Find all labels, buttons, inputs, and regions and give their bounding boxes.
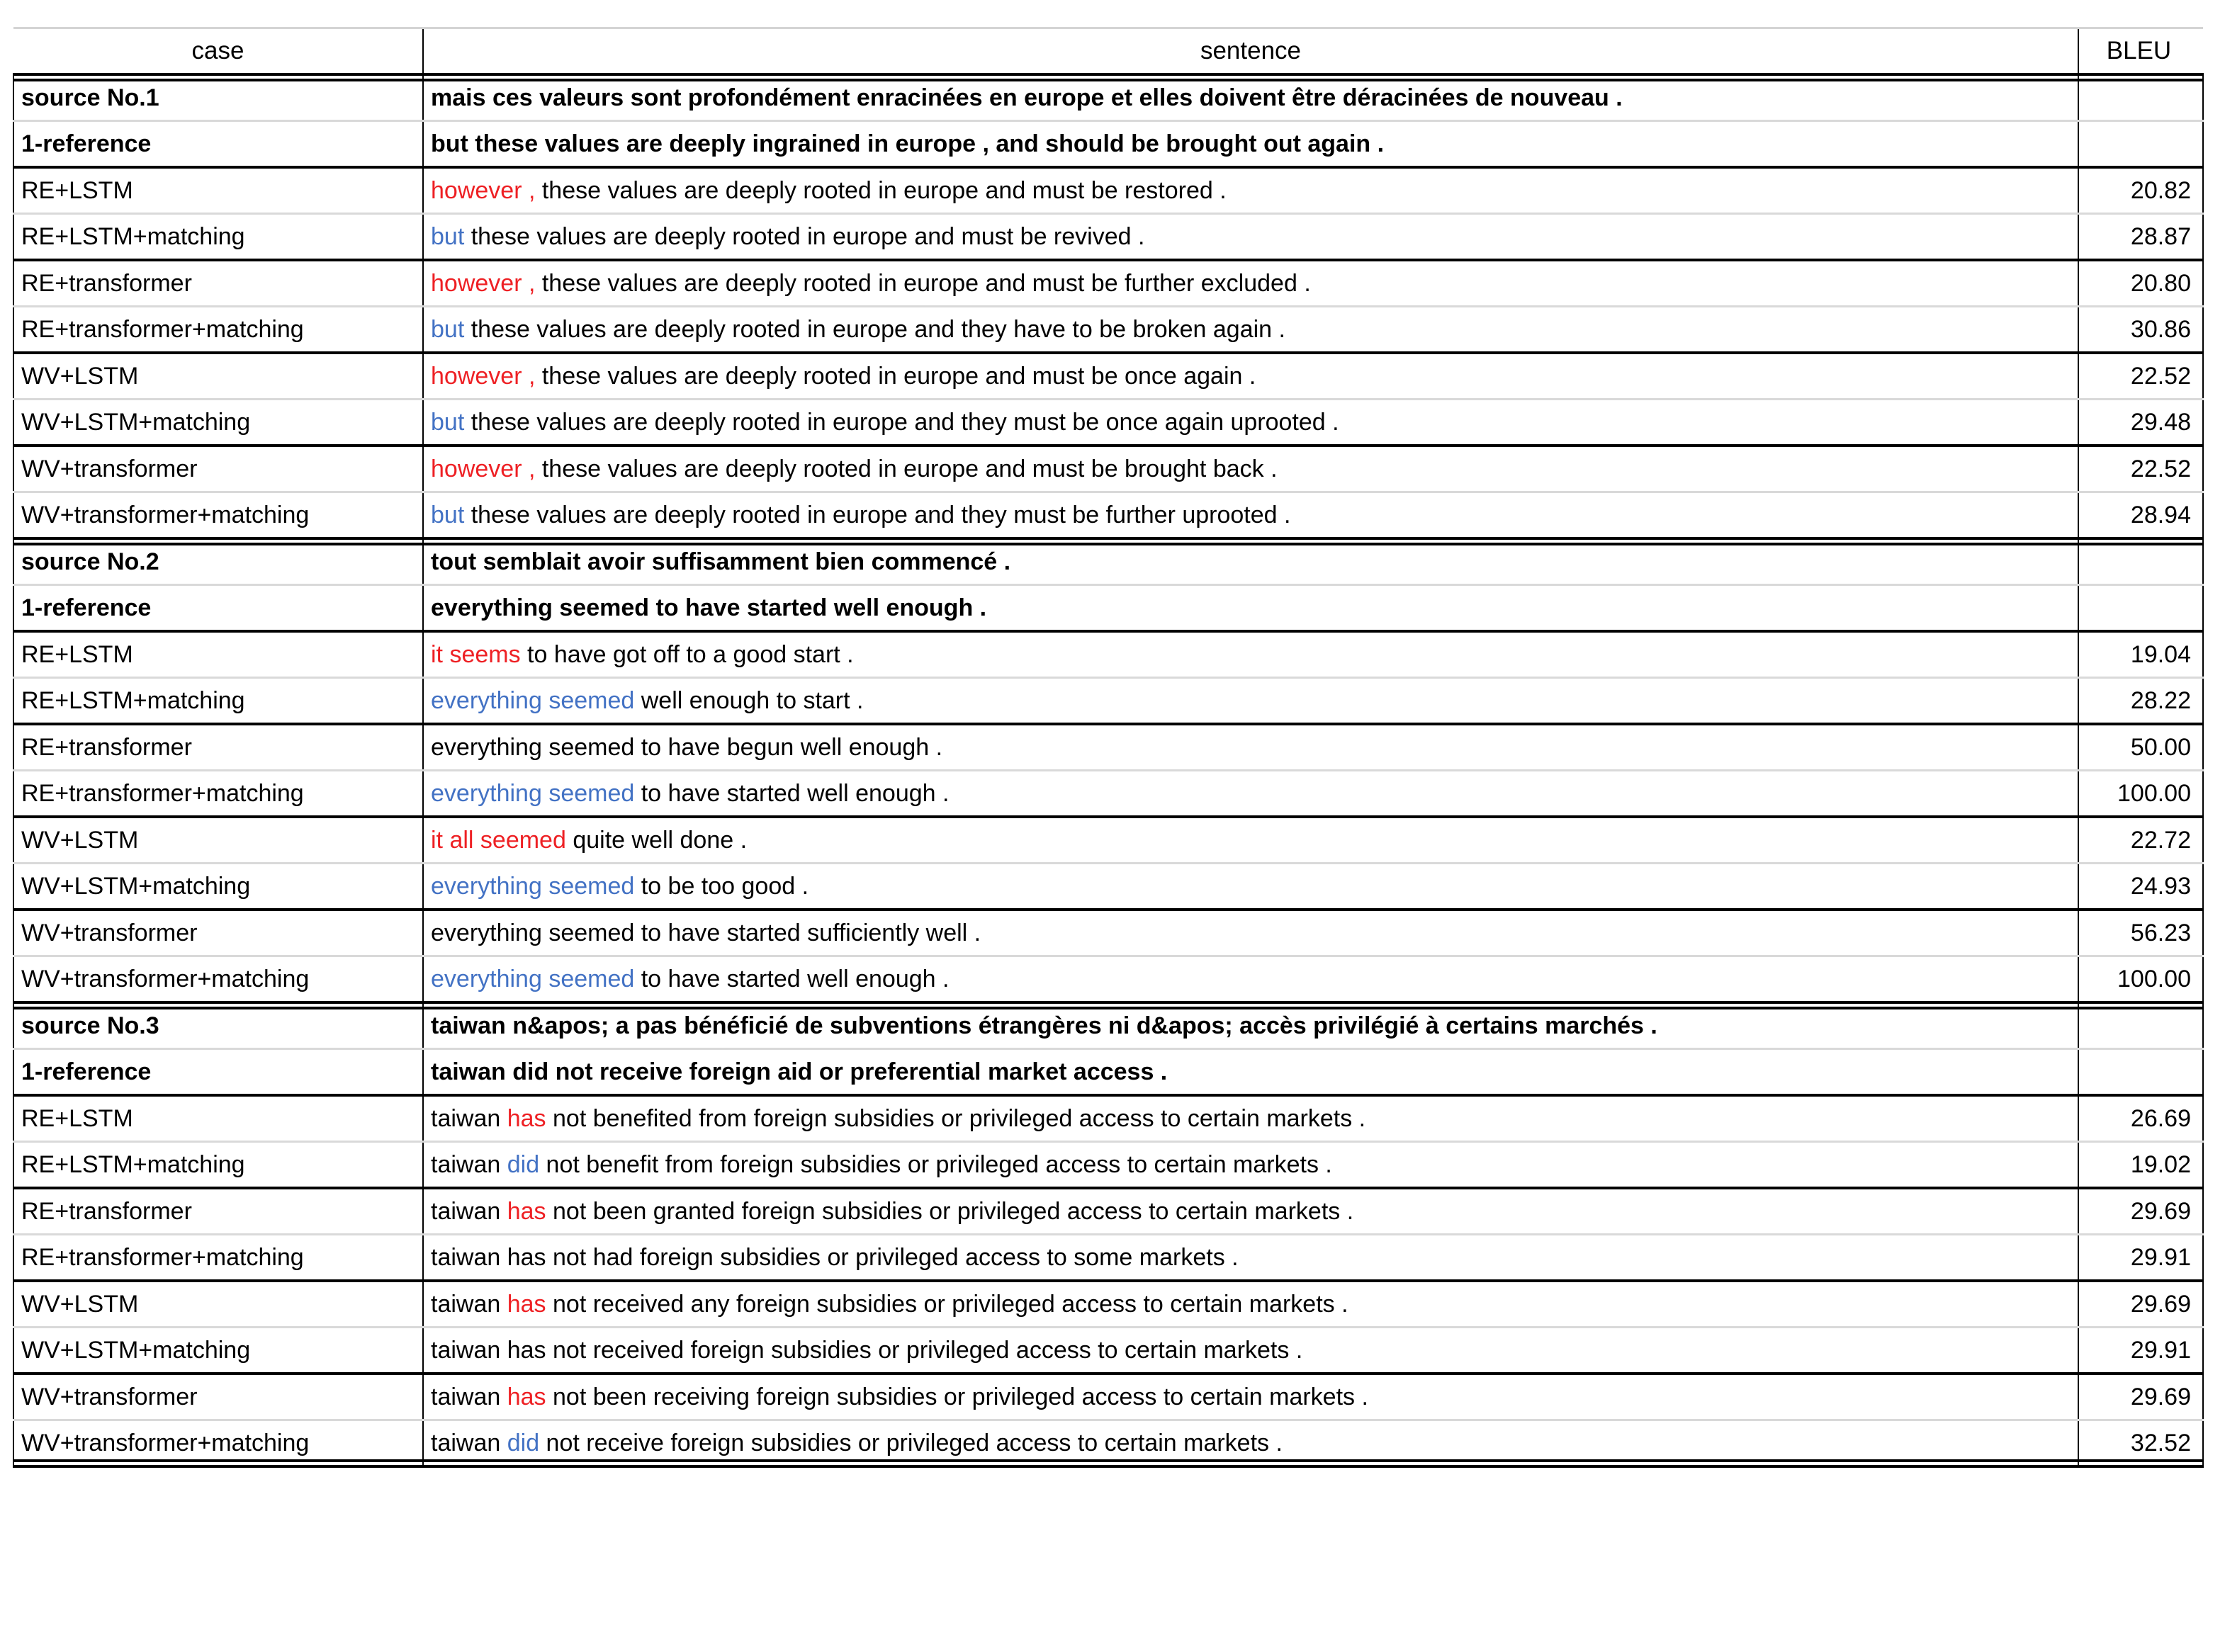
row-bleu-score: 19.04 — [2078, 631, 2203, 678]
sentence-rest: everything seemed to have begun well enough . — [431, 734, 943, 761]
highlighted-phrase: it seems — [431, 641, 521, 668]
row-bleu-score: 32.52 — [2078, 1420, 2203, 1467]
highlighted-phrase: but — [431, 316, 465, 343]
source-bleu-empty — [2078, 538, 2203, 585]
source-sentence: tout semblait avoir suffisamment bien commencé . — [423, 538, 2078, 585]
row-sentence — [423, 400, 2078, 446]
highlighted-phrase: has — [507, 1384, 546, 1410]
row-case-label: RE+transformer — [13, 260, 423, 307]
table-row — [13, 910, 2203, 956]
reference-label: 1-reference — [13, 585, 423, 632]
table-row — [13, 1235, 2203, 1282]
row-sentence — [423, 1420, 2078, 1467]
row-case-label: RE+transformer — [13, 724, 423, 771]
table-row — [13, 446, 2203, 492]
row-case-label: WV+transformer+matching — [13, 492, 423, 539]
table-row — [13, 1281, 2203, 1328]
row-bleu-score: 29.48 — [2078, 400, 2203, 446]
row-bleu-score: 29.91 — [2078, 1235, 2203, 1282]
table-row — [13, 260, 2203, 307]
highlighted-phrase: has — [507, 1105, 546, 1132]
row-case-label: RE+transformer+matching — [13, 1235, 423, 1282]
sentence-prefix: taiwan — [431, 1105, 507, 1132]
sentence-rest: to have started well enough . — [634, 780, 950, 807]
row-bleu-score: 24.93 — [2078, 864, 2203, 910]
row-case-label: WV+transformer+matching — [13, 1420, 423, 1467]
row-bleu-score: 22.52 — [2078, 353, 2203, 400]
row-bleu-score: 29.69 — [2078, 1188, 2203, 1235]
row-sentence — [423, 214, 2078, 261]
row-case-label: WV+LSTM+matching — [13, 864, 423, 910]
sentence-rest: these values are deeply rooted in europe and they have to be broken again . — [464, 316, 1285, 343]
table-row — [13, 214, 2203, 261]
highlighted-phrase: however , — [431, 270, 536, 297]
sentence-rest: to be too good . — [634, 873, 809, 900]
row-sentence — [423, 864, 2078, 910]
highlighted-phrase: but — [431, 223, 465, 250]
highlighted-phrase: everything seemed — [431, 873, 635, 900]
row-sentence — [423, 353, 2078, 400]
table-row — [13, 492, 2203, 539]
row-case-label: WV+transformer — [13, 446, 423, 492]
reference-row — [13, 1049, 2203, 1096]
row-sentence — [423, 446, 2078, 492]
row-sentence — [423, 817, 2078, 864]
row-sentence — [423, 724, 2078, 771]
row-sentence — [423, 678, 2078, 725]
reference-bleu-empty — [2078, 585, 2203, 632]
row-bleu-score: 29.69 — [2078, 1374, 2203, 1420]
row-bleu-score: 50.00 — [2078, 724, 2203, 771]
row-case-label: WV+transformer — [13, 910, 423, 956]
table-body — [13, 74, 2203, 1466]
table-row — [13, 1374, 2203, 1420]
sentence-rest: not been receiving foreign subsidies or privileged access to certain markets . — [546, 1384, 1368, 1410]
row-bleu-score: 28.22 — [2078, 678, 2203, 725]
table-row — [13, 167, 2203, 214]
row-sentence — [423, 1328, 2078, 1374]
highlighted-phrase: however , — [431, 456, 536, 482]
source-bleu-empty — [2078, 74, 2203, 121]
table-row — [13, 678, 2203, 725]
row-sentence — [423, 492, 2078, 539]
row-sentence — [423, 631, 2078, 678]
sentence-rest: these values are deeply rooted in europe and must be restored . — [535, 177, 1227, 204]
row-case-label: WV+LSTM — [13, 353, 423, 400]
row-bleu-score: 19.02 — [2078, 1142, 2203, 1189]
row-case-label: RE+transformer+matching — [13, 771, 423, 817]
sentence-rest: these values are deeply rooted in europe and they must be further uprooted . — [464, 502, 1291, 528]
row-sentence — [423, 307, 2078, 353]
row-sentence — [423, 260, 2078, 307]
row-case-label: WV+transformer — [13, 1374, 423, 1420]
row-case-label: RE+LSTM — [13, 167, 423, 214]
highlighted-phrase: did — [507, 1430, 540, 1456]
row-sentence — [423, 167, 2078, 214]
table-row — [13, 956, 2203, 1003]
reference-bleu-empty — [2078, 121, 2203, 168]
column-header-case: case — [13, 28, 423, 75]
highlighted-phrase: everything seemed — [431, 687, 635, 714]
row-bleu-score: 22.72 — [2078, 817, 2203, 864]
row-bleu-score: 100.00 — [2078, 771, 2203, 817]
highlighted-phrase: everything seemed — [431, 780, 635, 807]
sentence-prefix: taiwan — [431, 1430, 507, 1456]
row-case-label: WV+LSTM+matching — [13, 400, 423, 446]
highlighted-phrase: did — [507, 1151, 540, 1178]
row-case-label: RE+LSTM+matching — [13, 1142, 423, 1189]
row-sentence — [423, 1188, 2078, 1235]
table-row — [13, 1328, 2203, 1374]
row-sentence — [423, 1095, 2078, 1142]
source-sentence: mais ces valeurs sont profondément enracinées en europe et elles doivent être déracinées de nouveau . — [423, 74, 2078, 121]
row-sentence — [423, 1374, 2078, 1420]
row-case-label: RE+LSTM — [13, 1095, 423, 1142]
sentence-rest: these values are deeply rooted in europe and they must be once again uprooted . — [464, 409, 1339, 436]
row-bleu-score: 22.52 — [2078, 446, 2203, 492]
sentence-rest: quite well done . — [565, 827, 748, 854]
row-case-label: RE+transformer — [13, 1188, 423, 1235]
source-row — [13, 74, 2203, 121]
row-case-label: RE+transformer+matching — [13, 307, 423, 353]
row-case-label: WV+LSTM — [13, 1281, 423, 1328]
row-bleu-score: 30.86 — [2078, 307, 2203, 353]
table-row — [13, 817, 2203, 864]
header-row — [13, 28, 2203, 75]
source-label: source No.1 — [13, 74, 423, 121]
row-bleu-score: 100.00 — [2078, 956, 2203, 1003]
source-label: source No.2 — [13, 538, 423, 585]
case-comparison-table — [13, 27, 2204, 1468]
row-case-label: RE+LSTM+matching — [13, 214, 423, 261]
sentence-prefix: taiwan — [431, 1198, 507, 1225]
row-sentence — [423, 1235, 2078, 1282]
row-case-label: WV+LSTM — [13, 817, 423, 864]
row-sentence — [423, 910, 2078, 956]
row-bleu-score: 20.82 — [2078, 167, 2203, 214]
highlighted-phrase: but — [431, 502, 465, 528]
table-row — [13, 864, 2203, 910]
row-bleu-score: 29.91 — [2078, 1328, 2203, 1374]
sentence-rest: everything seemed to have started sufficiently well . — [431, 920, 981, 946]
row-bleu-score: 28.94 — [2078, 492, 2203, 539]
row-bleu-score: 28.87 — [2078, 214, 2203, 261]
row-case-label: WV+LSTM+matching — [13, 1328, 423, 1374]
table-row — [13, 724, 2203, 771]
sentence-prefix: taiwan — [431, 1384, 507, 1410]
row-sentence — [423, 956, 2078, 1003]
table-row — [13, 1420, 2203, 1467]
highlighted-phrase: but — [431, 409, 465, 436]
reference-row — [13, 121, 2203, 168]
sentence-rest: taiwan has not received foreign subsidies or privileged access to certain markets . — [431, 1337, 1303, 1364]
sentence-rest: to have got off to a good start . — [520, 641, 854, 668]
row-case-label: RE+LSTM+matching — [13, 678, 423, 725]
row-bleu-score: 29.69 — [2078, 1281, 2203, 1328]
sentence-rest: not receive foreign subsidies or privileged access to certain markets . — [539, 1430, 1283, 1456]
row-bleu-score: 56.23 — [2078, 910, 2203, 956]
reference-row — [13, 585, 2203, 632]
table-row — [13, 307, 2203, 353]
sentence-rest: these values are deeply rooted in europe and must be once again . — [535, 363, 1256, 390]
reference-sentence: but these values are deeply ingrained in europe , and should be brought out again . — [423, 121, 2078, 168]
sentence-prefix: taiwan — [431, 1151, 507, 1178]
table-row — [13, 771, 2203, 817]
table-header — [13, 28, 2203, 75]
row-sentence — [423, 1281, 2078, 1328]
source-sentence: taiwan n&apos; a pas bénéficié de subventions étrangères ni d&apos; accès privilégié à certains marchés . — [423, 1002, 2078, 1049]
source-bleu-empty — [2078, 1002, 2203, 1049]
sentence-rest: to have started well enough . — [634, 966, 950, 992]
row-case-label: WV+transformer+matching — [13, 956, 423, 1003]
highlighted-phrase: everything seemed — [431, 966, 635, 992]
table-row — [13, 631, 2203, 678]
row-bleu-score: 20.80 — [2078, 260, 2203, 307]
column-header-bleu: BLEU — [2078, 28, 2203, 75]
source-row — [13, 538, 2203, 585]
reference-sentence: everything seemed to have started well enough . — [423, 585, 2078, 632]
reference-label: 1-reference — [13, 121, 423, 168]
sentence-rest: these values are deeply rooted in europe and must be further excluded . — [535, 270, 1311, 297]
column-header-sentence: sentence — [423, 28, 2078, 75]
sentence-rest: taiwan has not had foreign subsidies or privileged access to some markets . — [431, 1244, 1239, 1271]
sentence-rest: not benefit from foreign subsidies or privileged access to certain markets . — [539, 1151, 1332, 1178]
reference-label: 1-reference — [13, 1049, 423, 1096]
sentence-rest: not been granted foreign subsidies or privileged access to certain markets . — [546, 1198, 1354, 1225]
table-row — [13, 400, 2203, 446]
sentence-rest: not benefited from foreign subsidies or privileged access to certain markets . — [546, 1105, 1366, 1132]
reference-sentence: taiwan did not receive foreign aid or preferential market access . — [423, 1049, 2078, 1096]
table-row — [13, 1095, 2203, 1142]
row-sentence — [423, 1142, 2078, 1189]
sentence-prefix: taiwan — [431, 1291, 507, 1318]
source-row — [13, 1002, 2203, 1049]
row-sentence — [423, 771, 2078, 817]
row-bleu-score: 26.69 — [2078, 1095, 2203, 1142]
sentence-rest: well enough to start . — [634, 687, 864, 714]
source-label: source No.3 — [13, 1002, 423, 1049]
highlighted-phrase: however , — [431, 177, 536, 204]
sentence-rest: these values are deeply rooted in europe and must be brought back . — [535, 456, 1278, 482]
table-row — [13, 1188, 2203, 1235]
reference-bleu-empty — [2078, 1049, 2203, 1096]
row-case-label: RE+LSTM — [13, 631, 423, 678]
table-row — [13, 1142, 2203, 1189]
highlighted-phrase: however , — [431, 363, 536, 390]
highlighted-phrase: has — [507, 1291, 546, 1318]
highlighted-phrase: it all seemed — [431, 827, 566, 854]
highlighted-phrase: has — [507, 1198, 546, 1225]
sentence-rest: not received any foreign subsidies or privileged access to certain markets . — [546, 1291, 1348, 1318]
sentence-rest: these values are deeply rooted in europe and must be revived . — [464, 223, 1145, 250]
table-row — [13, 353, 2203, 400]
